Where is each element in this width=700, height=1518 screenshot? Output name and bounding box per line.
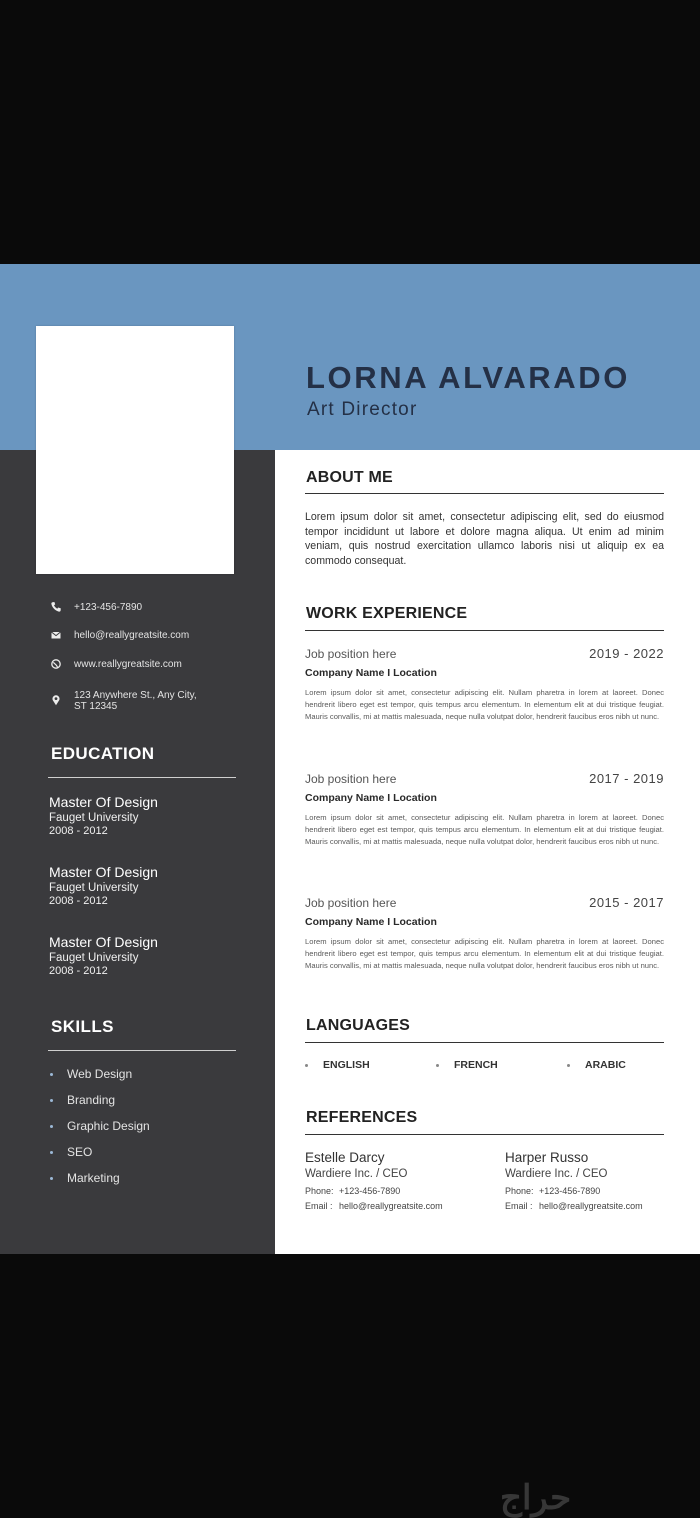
references-divider [305,1134,664,1135]
job-company: Company Name I Location [305,792,437,804]
profile-photo-placeholder [36,326,234,574]
reference-email: hello@reallygreatsite.com [339,1201,443,1211]
contact-website [50,659,260,670]
job-position: Job position here [305,772,397,786]
job-description: Lorem ipsum dolor sit amet, consectetur adipiscing elit. Nullam pharetra in lorem at laoreet. Donec hendrerit libero eget est tempor, quis tempus arcu elementum. In elementum elit at dui tristique feugiat. Mauris convallis, mi at mattis malesuada, neque nulla volutpat dolor, hendrerit faucibus eros nibh ut nunc. [305,937,664,970]
job-years: 2017 - 2019 [589,771,664,786]
person-title: Art Director [307,399,418,420]
phone-icon [50,601,62,613]
skill-label: Branding [67,1093,116,1107]
website-text: www.reallygreatsite.com [74,659,182,670]
job-years: 2019 - 2022 [589,646,664,661]
job-company: Company Name I Location [305,667,437,679]
phone-label: Phone: [505,1186,534,1196]
reference-email-row [505,1201,675,1211]
bullet-dot [50,1177,53,1180]
skill-label: Graphic Design [67,1119,150,1133]
school: Fauget University [49,952,139,964]
skill-label: SEO [67,1145,93,1159]
education-years: 2008 - 2012 [49,965,108,977]
reference-phone: +123-456-7890 [539,1186,601,1196]
bullet-dot [50,1151,53,1154]
watermark-logo: حراج [500,1479,572,1517]
bullet-dot [436,1064,439,1067]
phone-text: +123-456-7890 [74,602,143,613]
contact-address [50,690,260,712]
about-heading: ABOUT ME [306,469,393,486]
experience-divider [305,630,664,631]
reference-phone-row [305,1186,475,1196]
language-label: ARABIC [585,1059,626,1071]
bullet-dot [50,1073,53,1076]
languages-heading: LANGUAGES [306,1017,411,1034]
skill-label: Web Design [67,1067,133,1081]
skills-divider [48,1050,236,1051]
references-heading: REFERENCES [306,1109,418,1126]
globe-icon [50,658,62,670]
reference-company: Wardiere Inc. / CEO [505,1168,608,1180]
job-years: 2015 - 2017 [589,895,664,910]
education-item [49,864,264,908]
education-divider [48,777,236,778]
contact-phone [50,602,260,613]
address-line-1: 123 Anywhere St., Any City, [74,690,197,701]
education-years: 2008 - 2012 [49,825,108,837]
person-name: LORNA ALVARADO [306,360,630,395]
email-label: Email : [305,1201,333,1211]
reference-name: Harper Russo [505,1150,589,1165]
skill-item [50,1119,150,1133]
reference-entry [305,1150,475,1211]
degree: Master Of Design [49,934,158,950]
contact-email [50,630,260,641]
job-position: Job position here [305,896,397,910]
school: Fauget University [49,812,139,824]
email-text: hello@reallygreatsite.com [74,630,190,641]
degree: Master Of Design [49,794,158,810]
reference-name: Estelle Darcy [305,1150,385,1165]
skill-item [50,1093,115,1107]
job-entry [305,895,664,971]
experience-heading: WORK EXPERIENCE [306,605,468,622]
address-line-2: ST 12345 [74,701,118,712]
bullet-dot [305,1064,308,1067]
degree: Master Of Design [49,864,158,880]
job-entry [305,771,664,847]
job-description: Lorem ipsum dolor sit amet, consectetur adipiscing elit. Nullam pharetra in lorem at laoreet. Donec hendrerit libero eget est tempor, quis tempus arcu elementum. In elementum elit at dui tristique feugiat. Mauris convallis, mi at mattis malesuada, neque nulla volutpat dolor, hendrerit faucibus eros nibh ut nunc. [305,813,664,846]
reference-phone-row [505,1186,675,1196]
education-years: 2008 - 2012 [49,895,108,907]
skills-heading: SKILLS [51,1017,114,1036]
email-label: Email : [505,1201,533,1211]
skill-item [50,1171,120,1185]
skill-item [50,1067,132,1081]
bullet-dot [50,1099,53,1102]
bullet-dot [567,1064,570,1067]
reference-email-row [305,1201,475,1211]
job-company: Company Name I Location [305,916,437,928]
language-label: ENGLISH [323,1059,370,1071]
education-item [49,934,264,978]
job-description: Lorem ipsum dolor sit amet, consectetur adipiscing elit. Nullam pharetra in lorem at laoreet. Donec hendrerit libero eget est tempor, quis tempus arcu elementum. In elementum elit at dui tristique feugiat. Mauris convallis, mi at mattis malesuada, neque nulla volutpat dolor, hendrerit faucibus eros nibh ut nunc. [305,688,664,721]
reference-email: hello@reallygreatsite.com [539,1201,643,1211]
education-item [49,794,264,838]
skill-label: Marketing [67,1171,120,1185]
reference-phone: +123-456-7890 [339,1186,401,1196]
education-heading: EDUCATION [51,744,155,763]
job-entry [305,646,664,722]
language-item [436,1059,498,1071]
location-pin-icon [50,694,62,706]
reference-company: Wardiere Inc. / CEO [305,1168,408,1180]
mail-icon [50,629,62,641]
bullet-dot [50,1125,53,1128]
job-position: Job position here [305,647,397,661]
school: Fauget University [49,882,139,894]
reference-entry [505,1150,675,1211]
resume-page [0,264,700,1254]
language-label: FRENCH [454,1059,498,1071]
language-item [305,1059,370,1071]
languages-divider [305,1042,664,1043]
phone-label: Phone: [305,1186,334,1196]
about-text: Lorem ipsum dolor sit amet, consectetur adipiscing elit, sed do eiusmod tempor incididunt ut labore et dolore magna aliqua. Ut enim ad minim veniam, quis nostrud exercitation ullamco laboris nisi ut aliquip ex ea commodo consequat. [305,511,664,567]
about-divider [305,493,664,494]
skill-item [50,1145,92,1159]
language-item [567,1059,626,1071]
